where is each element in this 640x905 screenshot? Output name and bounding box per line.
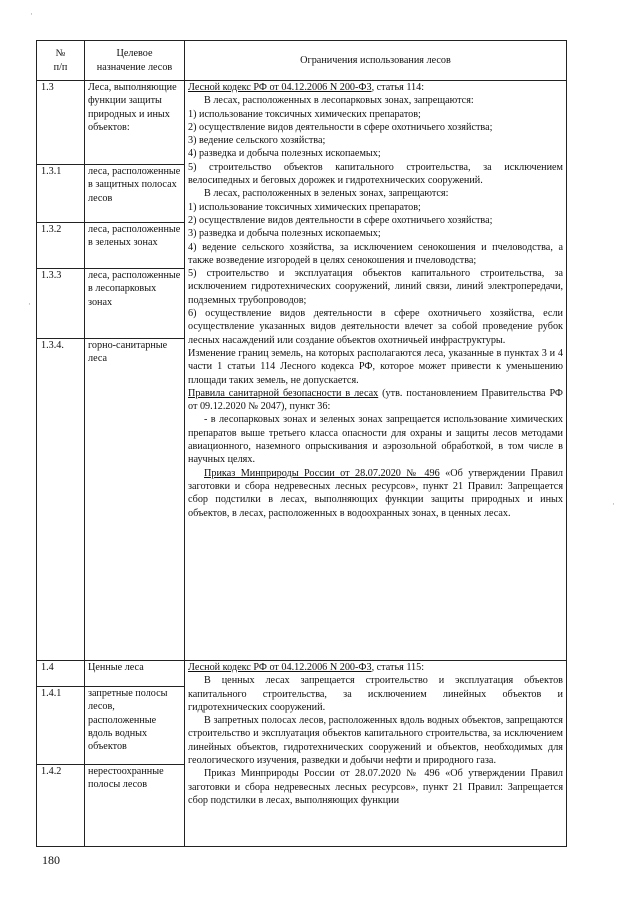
row-number: 1.4.2	[37, 765, 85, 847]
row-number: 1.4.1	[37, 687, 85, 765]
row-purpose: Ценные леса	[85, 661, 185, 687]
row-purpose: леса, расположенные в защитных полосах лесов	[85, 165, 185, 223]
row-number: 1.3	[37, 81, 85, 165]
table-header-row	[37, 41, 567, 81]
row-purpose: леса, расположенные в зеленых зонах	[85, 223, 185, 269]
header-restrictions: Ограничения использования лесов	[185, 41, 567, 81]
table-row	[37, 661, 567, 687]
row-purpose: запретные полосы лесов, расположенные вдоль водных объектов	[85, 687, 185, 765]
header-purpose: Целевое назначение лесов	[85, 41, 185, 81]
row-number: 1.3.1	[37, 165, 85, 223]
scan-speck: ·	[612, 500, 615, 510]
row-number: 1.3.3	[37, 269, 85, 339]
law-reference-link: Лесной кодекс РФ от 04.12.2006 N 200-ФЗ	[188, 82, 372, 93]
law-reference-link: Лесной кодекс РФ от 04.12.2006 N 200-ФЗ	[188, 662, 372, 673]
table-row	[37, 81, 567, 165]
restrictions-text: Лесной кодекс РФ от 04.12.2006 N 200-ФЗ, статья 115: В ценных лесах запрещается строительство и эксплуатация объектов капитального строительства, за исключением линейных объектов и гидротехнических сооружений. В запретных полосах лесов, расположенных вдоль водных объектов, запрещаются строительство и эксплуатация объектов капитального строительства, за исключением линейных объектов, гидротехнических сооружений и объектов, необходимых для геологического изучения, разведки и добычи нефти и природного газа. Приказ Минприроды России от 28.07.2020 № 496 «Об утверждении Правил заготовки и сбора недревесных лесных ресурсов», пункт 21 Правил: Запрещается сбор подстилки в лесах, выполняющих функции	[185, 661, 567, 847]
row-purpose: нерестоохранные полосы лесов	[85, 765, 185, 847]
row-purpose: горно-санитарные леса	[85, 339, 185, 661]
scan-speck: ·	[30, 10, 33, 20]
restrictions-text: Лесной кодекс РФ от 04.12.2006 N 200-ФЗ, статья 114: В лесах, расположенных в лесопарковых зонах, запрещаются: 1) использование токсичных химических препаратов; 2) осуществление видов деятельности в сфере охотничьего хозяйства; 3) ведение сельского хозяйства; 4) разведка и добыча полезных ископаемых; 5) строительство объектов капитального строительства, за исключением велосипедных и беговых дорожек и гидротехнических сооружений. В лесах, расположенных в зеленых зонах, запрещаются: 1) использование токсичных химических препаратов; 2) осуществление видов деятельности в сфере охотничьего хозяйства; 3) разведка и добыча полезных ископаемых; 4) ведение сельского хозяйства, за исключением сенокошения и пчеловодства, а также возведение изгородей в целях сенокошения и пчеловодства; 5) строительство и эксплуатация объектов капитального строительства, за исключением гидротехнических сооружений, линий связи, линий электропередачи, подземных трубопроводов; 6) осуществление видов деятельности в сфере охотничьего хозяйства, если осуществление указанных видов деятельности влечет за собой проведение рубок лесных насаждений или создание объектов охотничьей инфраструктуры. Изменение границ земель, на которых располагаются леса, указанные в пунктах 3 и 4 части 1 статьи 114 Лесного кодекса РФ, которое может привести к уменьшению площади таких земель, не допускается. Правила санитарной безопасности в лесах (утв. постановлением Правительства РФ от 09.12.2020 № 2047), пункт 36: - в лесопарковых зонах и зеленых зонах запрещается использование химических препаратов выше третьего класса опасности для охраны и защиты лесов методами авиационного, наземного опрыскивания и аэрозольной обработкой, в том числе в научных целях. Приказ Минприроды России от 28.07.2020 № 496 «Об утверждении Правил заготовки и сбора недревесных лесных ресурсов», пункт 21 Правил: Запрещается сбор подстилки в лесах, выполняющих функции защиты природных и иных объектов, в лесах, расположенных в водоохранных зонах, в ценных лесах.	[185, 81, 567, 661]
page-number: 180	[42, 853, 60, 867]
header-number: № п/п	[37, 41, 85, 81]
row-number: 1.4	[37, 661, 85, 687]
row-purpose: Леса, выполняющие функции защиты природных и иных объектов:	[85, 81, 185, 165]
scan-speck: ·	[28, 300, 31, 310]
row-number: 1.3.2	[37, 223, 85, 269]
row-purpose: леса, расположенные в лесопарковых зонах	[85, 269, 185, 339]
row-number: 1.3.4.	[37, 339, 85, 661]
restrictions-table	[36, 40, 567, 847]
